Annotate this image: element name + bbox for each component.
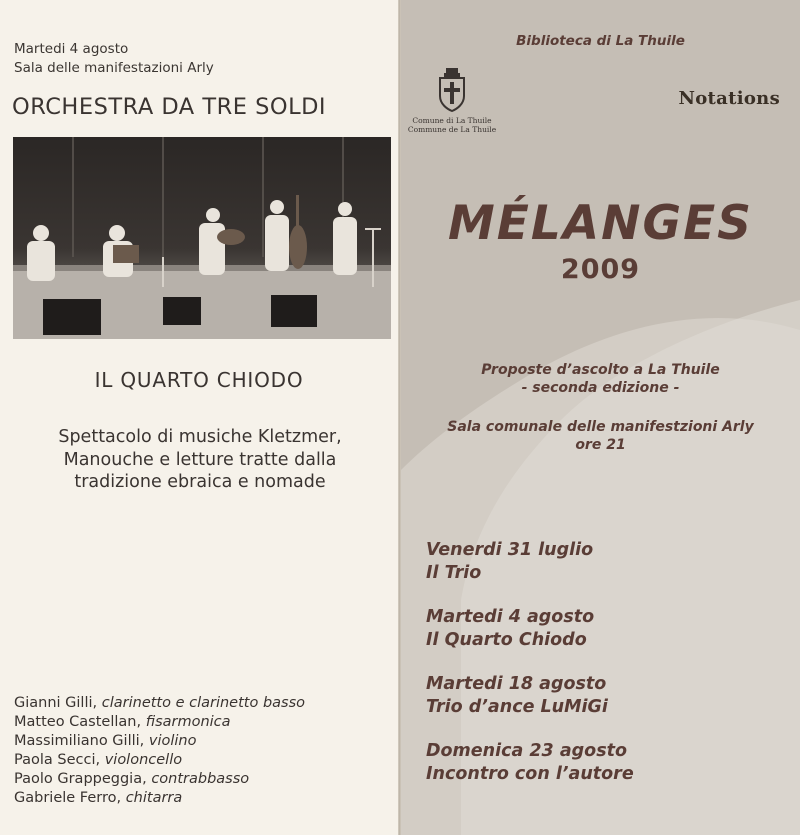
crest-caption-it: Comune di La Thuile (412, 116, 492, 125)
band-photo (13, 137, 391, 339)
schedule-item (426, 740, 634, 786)
schedule-act: Trio d’ance LuMiGi (426, 697, 608, 717)
musician-role: violoncello (104, 752, 183, 768)
schedule-item (426, 673, 634, 719)
musician-name: Paola Secci, (14, 752, 105, 768)
musician-row (14, 694, 305, 713)
musician-row (14, 713, 305, 732)
schedule-item (426, 606, 634, 652)
town-crest (407, 68, 497, 134)
subtitle-line: Proposte d’ascolto a La Thuile (481, 362, 720, 378)
schedule-date: Venerdi 31 luglio (426, 540, 594, 560)
description-line: Spettacolo di musiche Kletzmer, (58, 427, 342, 447)
festival-venue (401, 418, 800, 454)
description-line: Manouche e letture tratte dalla (63, 449, 337, 470)
event-venue: Sala delle manifestazioni Arly (14, 60, 214, 76)
musician-list (14, 694, 305, 808)
musician-row (14, 770, 305, 789)
venue-time: ore 21 (575, 437, 626, 453)
schedule-act: Il Quarto Chiodo (426, 630, 587, 650)
show-description (20, 426, 380, 494)
musician-name: Massimiliano Gilli, (14, 733, 149, 749)
musician-row (14, 751, 305, 770)
notations-logo: Notations (678, 88, 780, 109)
venue-line: Sala comunale delle manifestzioni Arly (447, 419, 754, 435)
schedule-act: Incontro con l’autore (426, 764, 634, 784)
musician-name: Gabriele Ferro, (14, 790, 126, 806)
subtitle-line: - seconda edizione - (521, 380, 680, 396)
musician-role: violino (148, 733, 197, 749)
festival-title: MÉLANGES (447, 196, 754, 251)
event-date-block (14, 40, 214, 78)
left-panel (0, 0, 398, 835)
library-name: Biblioteca di La Thuile (516, 33, 685, 49)
description-line: tradizione ebraica e nomade (74, 472, 326, 492)
schedule-item (426, 539, 634, 585)
schedule-date: Martedi 18 agosto (426, 674, 607, 694)
schedule-date: Domenica 23 agosto (426, 741, 627, 761)
musician-name: Gianni Gilli, (14, 695, 102, 711)
musician-name: Matteo Castellan, (14, 714, 146, 730)
festival-subtitle (401, 361, 800, 397)
musician-role: clarinetto e clarinetto basso (101, 695, 306, 711)
event-date: Martedi 4 agosto (14, 41, 129, 57)
musician-role: chitarra (125, 790, 183, 806)
schedule-date: Martedi 4 agosto (426, 607, 595, 627)
crest-caption-fr: Commune de La Thuile (407, 125, 497, 134)
orchestra-title: ORCHESTRA DA TRE SOLDI (12, 94, 327, 120)
musician-row (14, 789, 305, 808)
band-name: IL QUARTO CHIODO (94, 368, 304, 392)
event-schedule (426, 539, 634, 807)
musician-row (14, 732, 305, 751)
town-crest-icon (437, 68, 467, 112)
musician-name: Paolo Grappeggia, (14, 771, 152, 787)
festival-year: 2009 (560, 254, 641, 285)
musician-role: fisarmonica (145, 714, 231, 730)
right-panel (401, 0, 800, 835)
schedule-act: Il Trio (426, 563, 482, 583)
musician-role: contrabbasso (151, 771, 250, 787)
